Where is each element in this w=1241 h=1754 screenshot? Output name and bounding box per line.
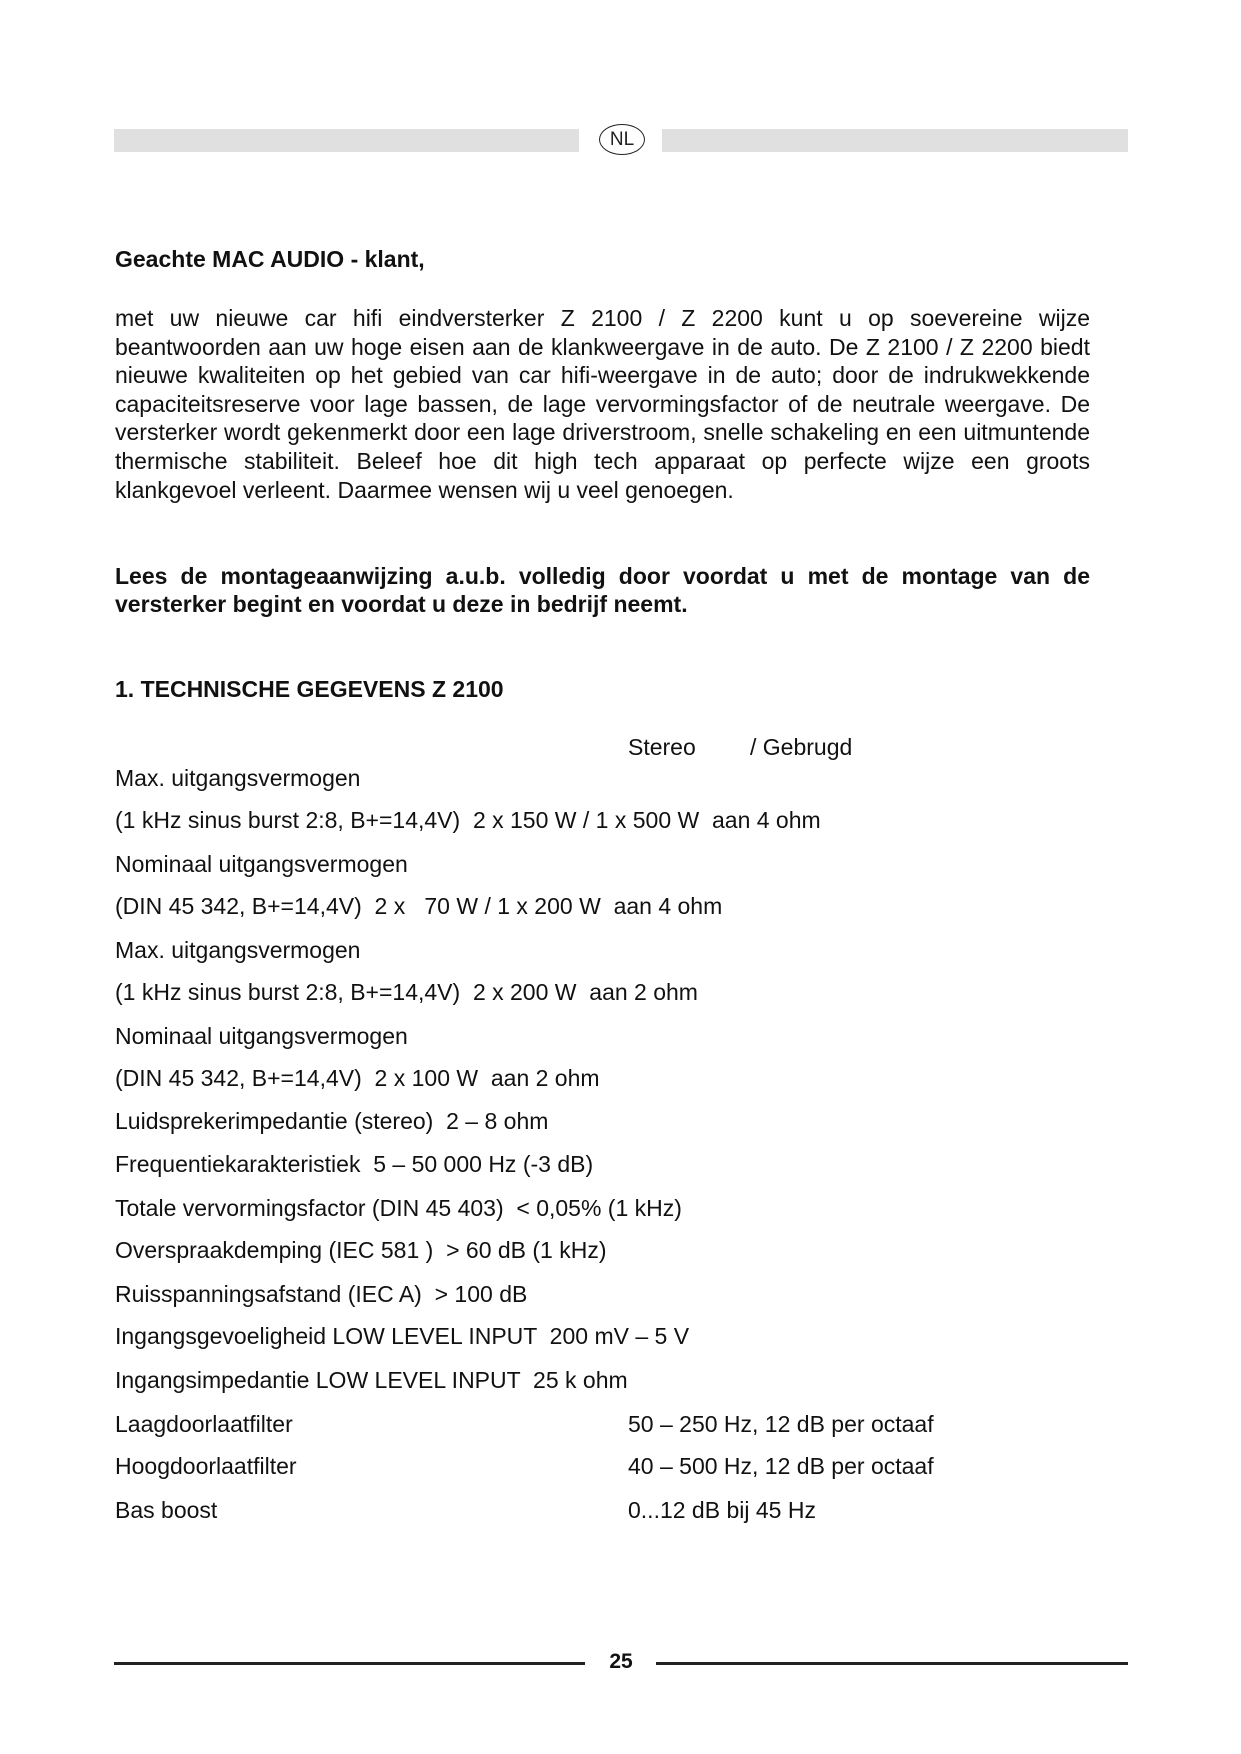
header-bar-left xyxy=(114,129,579,152)
spec-line: (1 kHz sinus burst 2:8, B+=14,4V) 2 x 200 W aan 2 ohm xyxy=(115,979,698,1005)
spec-line: (DIN 45 342, B+=14,4V) 2 x 70 W / 1 x 200 W aan 4 ohm xyxy=(115,893,723,919)
intro-paragraph: met uw nieuwe car hifi eindversterker Z 2100 / Z 2200 kunt u op soevereine wijze beantwoorden aan uw hoge eisen aan de klankweergave in de auto. De Z 2100 / Z 2200 biedt nieuwe kwaliteiten op het gebied van car hifi-weergave in de auto; door de indrukwekkende capaciteitsreserve voor lage bassen, de lage vervormingsfactor of de neutrale weergave. De versterker wordt gekenmerkt door een lage driverstroom, snelle schakeling en een uitmuntende thermische stabiliteit. Beleef hoe dit high tech apparaat op perfecte wijze een groots klankgevoel verleent. Daarmee wensen wij u veel genoegen. xyxy=(115,305,1090,503)
filter-spec-label: Hoogdoorlaatfilter xyxy=(115,1453,297,1479)
spec-line: Overspraakdemping (IEC 581 ) > 60 dB (1 kHz) xyxy=(115,1237,607,1263)
salutation: Geachte MAC AUDIO - klant, xyxy=(115,246,425,272)
footer-rule-left xyxy=(114,1662,585,1665)
page-number: 25 xyxy=(609,1650,633,1673)
spec-line: Ruisspanningsafstand (IEC A) > 100 dB xyxy=(115,1281,528,1307)
spec-line: Nominaal uitgangsvermogen xyxy=(115,851,408,877)
spec-line: Ingangsgevoeligheid LOW LEVEL INPUT 200 mV – 5 V xyxy=(115,1323,690,1349)
spec-line: Max. uitgangsvermogen xyxy=(115,937,361,963)
filter-spec-label: Bas boost xyxy=(115,1497,218,1523)
filter-spec-value: 40 – 500 Hz, 12 dB per octaaf xyxy=(628,1453,934,1479)
column-header-stereo: Stereo xyxy=(628,734,696,760)
filter-spec-value: 0...12 dB bij 45 Hz xyxy=(628,1497,816,1523)
spec-line: Ingangsimpedantie LOW LEVEL INPUT 25 k ohm xyxy=(115,1367,628,1393)
header-bar-right xyxy=(662,129,1128,152)
spec-line: Totale vervormingsfactor (DIN 45 403) < 0,05% (1 kHz) xyxy=(115,1195,682,1221)
filter-spec-label: Laagdoorlaatfilter xyxy=(115,1411,293,1437)
footer-rule-right xyxy=(656,1662,1128,1665)
section-title: 1. TECHNISCHE GEGEVENS Z 2100 xyxy=(115,676,504,702)
spec-line: Luidsprekerimpedantie (stereo) 2 – 8 ohm xyxy=(115,1108,549,1134)
spec-line: (1 kHz sinus burst 2:8, B+=14,4V) 2 x 150 W / 1 x 500 W aan 4 ohm xyxy=(115,807,821,833)
spec-line: Nominaal uitgangsvermogen xyxy=(115,1023,408,1049)
mounting-notice: Lees de montageaanwijzing a.u.b. volledig door voordat u met de montage van de versterker begint en voordat u deze in bedrijf neemt. xyxy=(115,563,1090,617)
spec-line: Max. uitgangsvermogen xyxy=(115,765,361,791)
spec-line: (DIN 45 342, B+=14,4V) 2 x 100 W aan 2 ohm xyxy=(115,1065,600,1091)
filter-spec-value: 50 – 250 Hz, 12 dB per octaaf xyxy=(628,1411,934,1437)
language-badge: NL xyxy=(599,124,645,155)
column-header-bridged: / Gebrugd xyxy=(750,734,853,760)
spec-line: Frequentiekarakteristiek 5 – 50 000 Hz (-3 dB) xyxy=(115,1151,594,1177)
